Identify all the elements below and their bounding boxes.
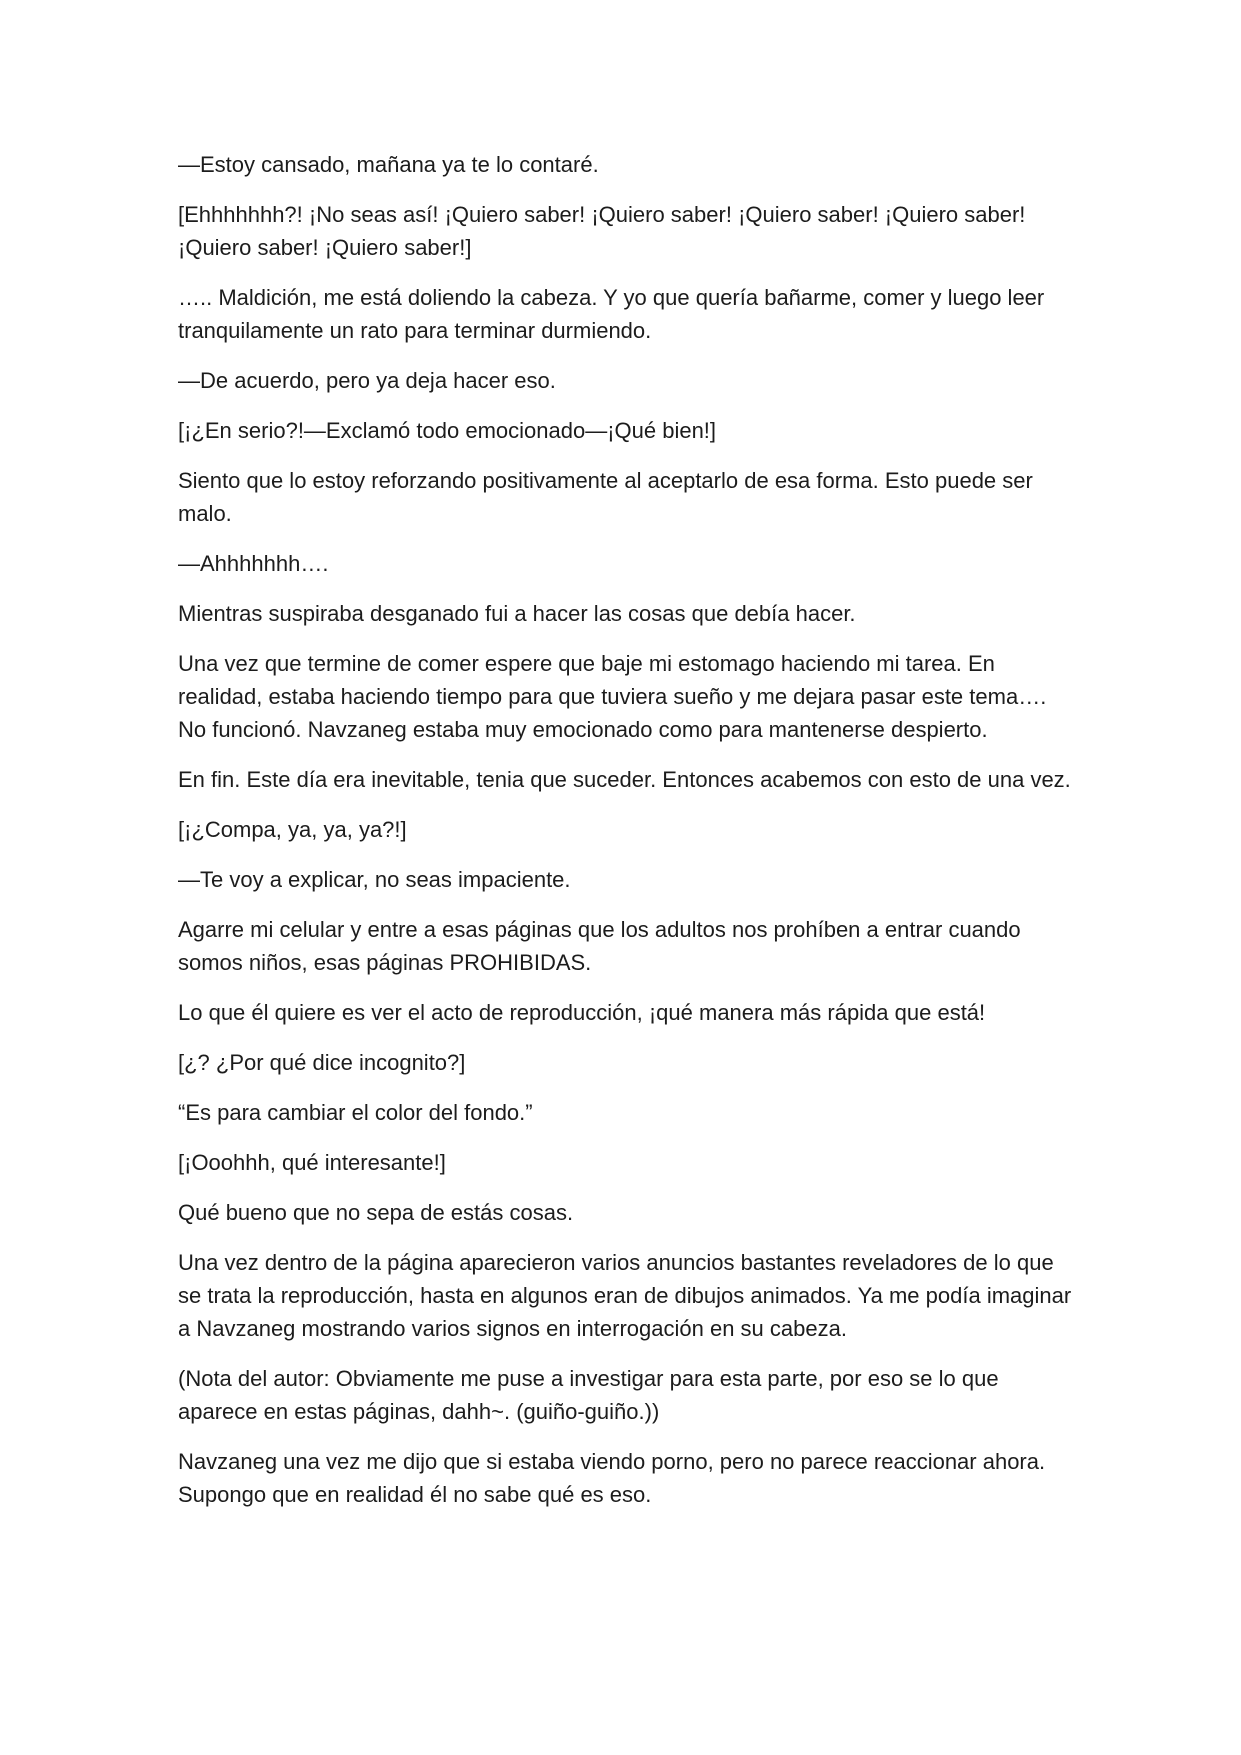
paragraph: En fin. Este día era inevitable, tenia que suceder. Entonces acabemos con esto de una vez. — [178, 767, 1071, 792]
paragraph: [¡Ooohhh, qué interesante!] — [178, 1150, 446, 1175]
paragraph: Una vez dentro de la página aparecieron varios anuncios bastantes reveladores de lo que se trata la reproducción, hasta en algunos eran de dibujos animados. Ya me podía imaginar a Navzaneg mostrando varios signos en interrogación en su cabeza. — [178, 1250, 1072, 1341]
paragraph: Agarre mi celular y entre a esas páginas que los adultos nos prohíben a entrar cuando somos niños, esas páginas PROHIBIDAS. — [178, 917, 1021, 975]
paragraph: —Te voy a explicar, no seas impaciente. — [178, 867, 571, 892]
paragraph: “Es para cambiar el color del fondo.” — [178, 1100, 533, 1125]
paragraph: Una vez que termine de comer espere que baje mi estomago haciendo mi tarea. En realidad, estaba haciendo tiempo para que tuviera sueño y me dejara pasar este tema…. No funcionó. Navzaneg estaba muy emocionado como para mantenerse despierto. — [178, 651, 1047, 742]
paragraph: [¡¿Compa, ya, ya, ya?!] — [178, 817, 407, 842]
paragraph: [¡¿En serio?!—Exclamó todo emocionado—¡Qué bien!] — [178, 418, 717, 443]
paragraph: —Estoy cansado, mañana ya te lo contaré. — [178, 152, 599, 177]
document-body — [178, 148, 1078, 1528]
paragraph: Siento que lo estoy reforzando positivamente al aceptarlo de esa forma. Esto puede ser malo. — [178, 468, 1033, 526]
paragraph: —Ahhhhhhh…. — [178, 551, 329, 576]
paragraph: Mientras suspiraba desganado fui a hacer las cosas que debía hacer. — [178, 601, 856, 626]
paragraph: Navzaneg una vez me dijo que si estaba viendo porno, pero no parece reaccionar ahora. Supongo que en realidad él no sabe qué es eso. — [178, 1449, 1046, 1507]
paragraph: Qué bueno que no sepa de estás cosas. — [178, 1200, 574, 1225]
paragraph: [¿? ¿Por qué dice incognito?] — [178, 1050, 466, 1075]
paragraph: (Nota del autor: Obviamente me puse a investigar para esta parte, por eso se lo que aparece en estas páginas, dahh~. (guiño-guiño.)) — [178, 1366, 999, 1424]
paragraph: ….. Maldición, me está doliendo la cabeza. Y yo que quería bañarme, comer y luego leer tranquilamente un rato para terminar durmiendo. — [178, 285, 1045, 343]
paragraph: —De acuerdo, pero ya deja hacer eso. — [178, 368, 556, 393]
paragraph: [Ehhhhhhh?! ¡No seas así! ¡Quiero saber! ¡Quiero saber! ¡Quiero saber! ¡Quiero saber! ¡Quiero saber! ¡Quiero saber!] — [178, 202, 1026, 260]
paragraph: Lo que él quiere es ver el acto de reproducción, ¡qué manera más rápida que está! — [178, 1000, 986, 1025]
